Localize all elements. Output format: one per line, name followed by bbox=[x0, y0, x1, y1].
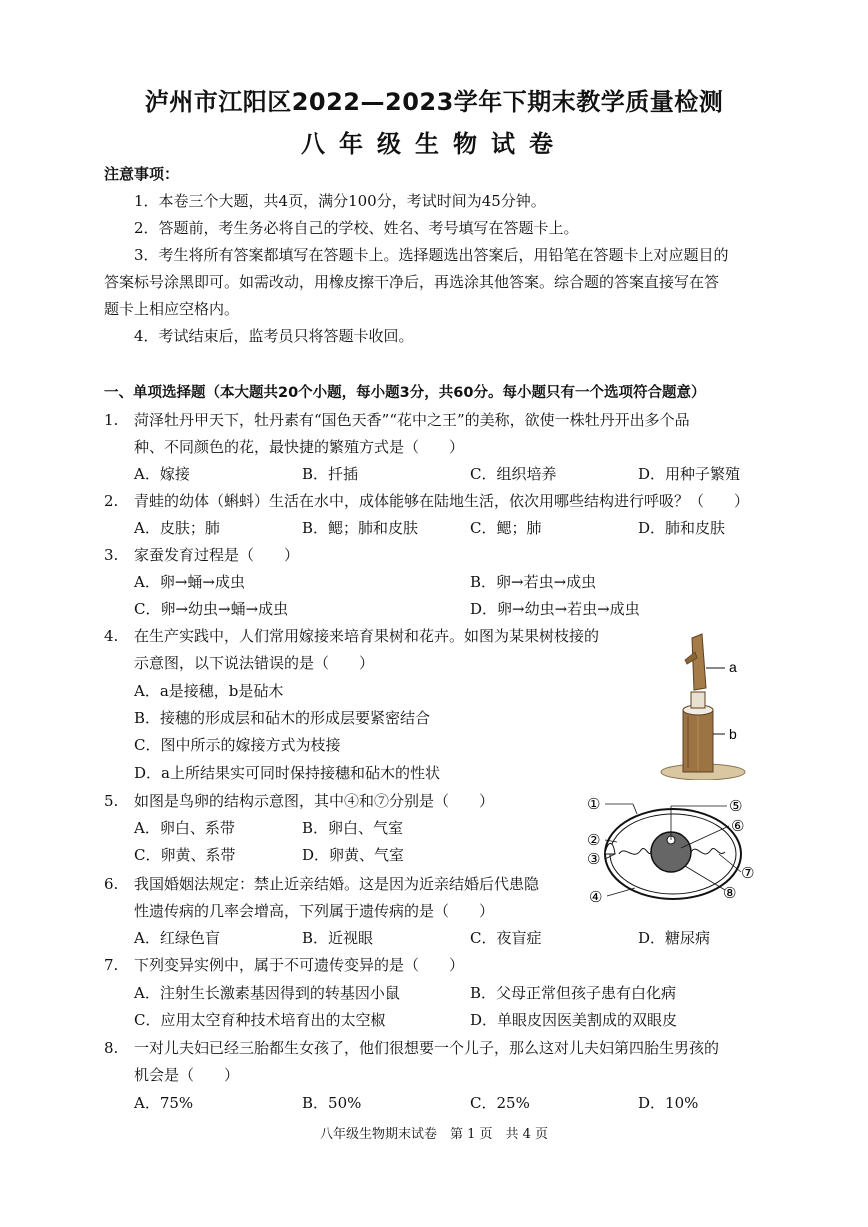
question-3-option-a: A．卵→蛹→成虫 bbox=[134, 573, 245, 591]
question-5-option-b: B．卵白、气室 bbox=[302, 819, 404, 837]
question-1-stem: 菏泽牡丹甲天下，牡丹素有“国色天香”“花中之王”的美称，欲使一株牡丹开出多个品 bbox=[134, 411, 690, 429]
question-4-option-a: A．a是接穗，b是砧木 bbox=[134, 682, 284, 700]
question-2-stem: 青蛙的幼体（蝌蚪）生活在水中，成体能够在陆地生活，依次用哪些结构进行呼吸？（ ） bbox=[134, 492, 750, 510]
notice-item-3-line-1: 3．考生将所有答案都填写在答题卡上。选择题选出答案后，用铅笔在答题卡上对应题目的 bbox=[134, 246, 729, 264]
question-3-stem: 家蚕发育过程是（ ） bbox=[134, 546, 300, 564]
egg-label-4: ④ bbox=[589, 888, 603, 906]
question-2-option-c: C．鳃；肺 bbox=[470, 519, 542, 537]
question-4-stem: 在生产实践中，人们常用嫁接来培育果树和花卉。如图为某果树枝接的 bbox=[134, 627, 600, 645]
question-8-stem: 一对儿夫妇已经三胎都生女孩了，他们很想要一个儿子，那么这对儿夫妇第四胎生男孩的 bbox=[134, 1039, 720, 1057]
egg-label-2: ② bbox=[587, 831, 601, 849]
notice-item-1: 1．本卷三个大题，共4页，满分100分，考试时间为45分钟。 bbox=[134, 192, 546, 210]
grafting-label-a: a bbox=[729, 659, 737, 675]
section-1-heading: 一、单项选择题（本大题共20个小题，每小题3分，共60分。每小题只有一个选项符合题意） bbox=[104, 385, 706, 401]
exam-title: 泸州市江阳区2022—2023学年下期末教学质量检测 bbox=[144, 88, 724, 116]
question-5-option-d: D．卵黄、气室 bbox=[302, 846, 405, 864]
question-8-option-a: A．75% bbox=[134, 1094, 194, 1112]
question-7-option-b: B．父母正常但孩子患有白化病 bbox=[470, 984, 677, 1002]
question-3-option-c: C．卵→幼虫→蛹→成虫 bbox=[134, 600, 289, 618]
question-8-option-d: D．10% bbox=[638, 1094, 699, 1112]
question-6-option-d: D．糖尿病 bbox=[638, 929, 711, 947]
question-1-stem-2: 种、不同颜色的花，最快捷的繁殖方式是（ ） bbox=[134, 438, 465, 456]
question-8-option-b: B．50% bbox=[302, 1094, 362, 1112]
page-footer: 八年级生物期末试卷 第 1 页 共 4 页 bbox=[319, 1127, 549, 1142]
question-4-option-b: B．接穗的形成层和砧木的形成层要紧密结合 bbox=[134, 709, 431, 727]
question-4-stem-2: 示意图，以下说法错误的是（ ） bbox=[134, 654, 375, 672]
question-5-number: 5. bbox=[104, 792, 119, 810]
question-4-option-c: C．图中所示的嫁接方式为枝接 bbox=[134, 736, 341, 754]
question-5-option-c: C．卵黄、系带 bbox=[134, 846, 236, 864]
question-3-option-b: B．卵→若虫→成虫 bbox=[470, 573, 597, 591]
question-5-option-a: A．卵白、系带 bbox=[134, 819, 235, 837]
egg-label-1: ① bbox=[587, 795, 601, 813]
question-7-number: 7. bbox=[104, 956, 119, 974]
question-2-option-d: D．肺和皮肤 bbox=[638, 519, 726, 537]
question-8-number: 8. bbox=[104, 1039, 119, 1057]
question-2-option-a: A．皮肤；肺 bbox=[134, 519, 220, 537]
question-2-option-b: B．鳃；肺和皮肤 bbox=[302, 519, 419, 537]
question-7-option-a: A．注射生长激素基因得到的转基因小鼠 bbox=[134, 984, 400, 1002]
question-6-stem: 我国婚姻法规定：禁止近亲结婚。这是因为近亲结婚后代患隐 bbox=[134, 875, 540, 893]
question-8-stem-2: 机会是（ ） bbox=[134, 1066, 240, 1084]
egg-label-8: ⑧ bbox=[723, 884, 737, 902]
notice-item-4: 4．考试结束后，监考员只将答题卡收回。 bbox=[134, 327, 414, 345]
question-1-option-c: C．组织培养 bbox=[470, 465, 557, 483]
grafting-label-b: b bbox=[729, 726, 737, 742]
question-1-number: 1. bbox=[104, 411, 119, 429]
question-1-option-b: B．扦插 bbox=[302, 465, 359, 483]
grafting-figure bbox=[655, 630, 755, 780]
question-1-option-d: D．用种子繁殖 bbox=[638, 465, 741, 483]
egg-structure-figure bbox=[585, 792, 765, 912]
question-7-option-d: D．单眼皮因医美割成的双眼皮 bbox=[470, 1011, 678, 1029]
question-7-option-c: C．应用太空育种技术培育出的太空椒 bbox=[134, 1011, 386, 1029]
question-5-stem: 如图是鸟卵的结构示意图，其中④和⑦分别是（ ） bbox=[134, 792, 495, 810]
question-6-stem-2: 性遗传病的几率会增高，下列属于遗传病的是（ ） bbox=[134, 902, 495, 920]
egg-label-6: ⑥ bbox=[731, 817, 745, 835]
question-2-number: 2. bbox=[104, 492, 119, 510]
question-6-option-b: B．近视眼 bbox=[302, 929, 374, 947]
notice-item-3-line-3: 题卡上相应空格内。 bbox=[104, 300, 240, 318]
question-7-stem: 下列变异实例中，属于不可遗传变异的是（ ） bbox=[134, 956, 465, 974]
egg-label-3: ③ bbox=[587, 850, 601, 868]
egg-label-5: ⑤ bbox=[729, 797, 743, 815]
question-1-option-a: A．嫁接 bbox=[134, 465, 190, 483]
exam-subtitle: 八年级生物试卷 bbox=[301, 130, 567, 158]
notice-item-3-line-2: 答案标号涂黑即可。如需改动，用橡皮擦干净后，再选涂其他答案。综合题的答案直接写在答 bbox=[104, 273, 720, 291]
question-3-option-d: D．卵→幼虫→若虫→成虫 bbox=[470, 600, 640, 618]
question-4-option-d: D．a上所结果实可同时保持接穗和砧木的性状 bbox=[134, 764, 440, 782]
notice-item-2: 2．答题前，考生务必将自己的学校、姓名、考号填写在答题卡上。 bbox=[134, 219, 579, 237]
notice-heading: 注意事项： bbox=[104, 165, 180, 183]
question-8-option-c: C．25% bbox=[470, 1094, 530, 1112]
question-6-number: 6. bbox=[104, 875, 119, 893]
question-4-number: 4. bbox=[104, 627, 119, 645]
egg-label-7: ⑦ bbox=[741, 864, 755, 882]
question-3-number: 3. bbox=[104, 546, 119, 564]
question-6-option-a: A．红绿色盲 bbox=[134, 929, 220, 947]
question-6-option-c: C．夜盲症 bbox=[470, 929, 542, 947]
